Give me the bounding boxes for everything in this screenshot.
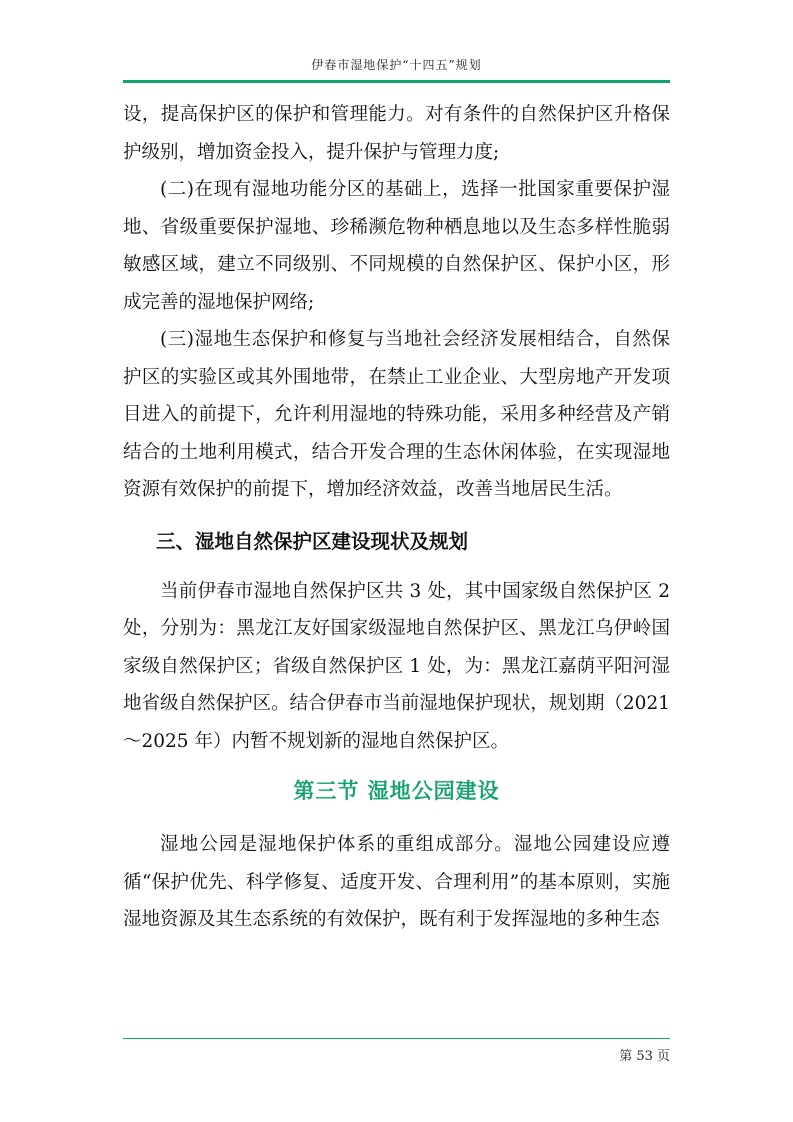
document-body [123,96,670,939]
paragraph-item-3: (三)湿地生态保护和修复与当地社会经济发展相结合，自然保护区的实验区或其外围地带，在禁止工业企业、大型房地产开发项目进入的前提下，允许利用湿地的特殊功能，采用多种经营及产销结合的土地利用模式，结合开发合理的生态休闲体验，在实现湿地资源有效保护的前提下，增加经济效益，改善当地居民生活。 [123,329,670,500]
paragraph-continued: 设，提高保护区的保护和管理能力。对有条件的自然保护区升格保护级别，增加资金投入，提升保护与管理力度; [123,104,670,163]
paragraph-item-2: (二)在现有湿地功能分区的基础上，选择一批国家重要保护湿地、省级重要保护湿地、珍稀濒危物种栖息地以及生态多样性脆弱敏感区域，建立不同级别、不同规模的自然保护区、保护小区，形成完善的湿地保护网络; [123,179,670,313]
section-title: 第三节 湿地公园建设 [293,779,500,803]
page-header: 伊春市湿地保护“十四五”规划 [311,58,482,72]
paragraph-nature-reserve: 当前伊春市湿地自然保护区共 3 处，其中国家级自然保护区 2 处，分别为：黑龙江友好国家级湿地自然保护区、黑龙江乌伊岭国家级自然保护区；省级自然保护区 1 处，为：黑龙江嘉荫平阳河湿地省级自然保护区。结合伊春市当前湿地保护现状，规划期（2021～2025 年）内暂不规划新的湿地自然保护区。 [123,580,670,752]
page-number: 第 53 页 [619,1049,670,1064]
heading-nature-reserve: 三、湿地自然保护区建设现状及规划 [156,529,469,553]
header-divider [123,80,670,83]
paragraph-wetland-park: 湿地公园是湿地保护体系的重组成部分。湿地公园建设应遵循“保护优先、科学修复、适度开发、合理利用”的基本原则，实施湿地资源及其生态系统的有效保护，既有利于发挥湿地的多种生态 [123,834,670,930]
footer-divider [123,1038,670,1039]
